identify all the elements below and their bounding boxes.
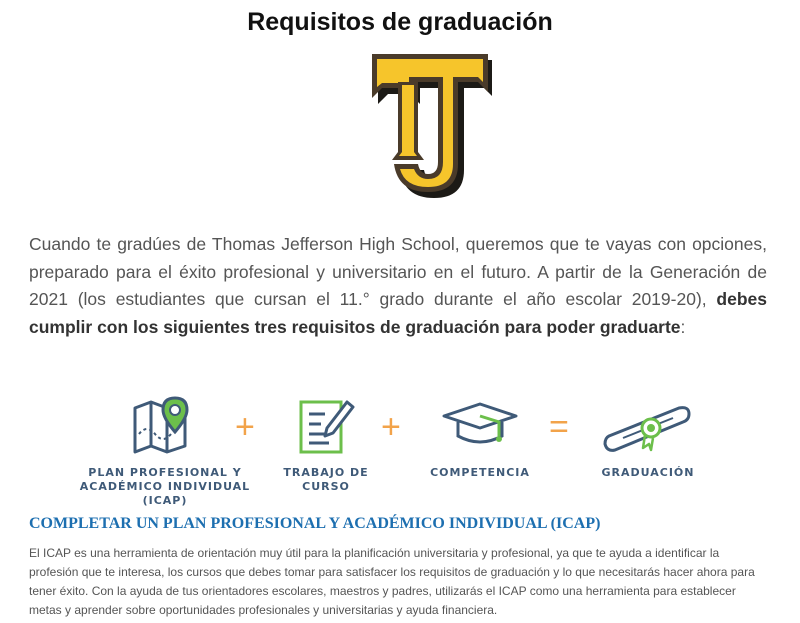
plus-sign: +	[235, 408, 255, 446]
intro-end: :	[680, 316, 686, 337]
map-pin-icon	[133, 394, 195, 456]
competency-label: COMPETENCIA	[430, 466, 530, 479]
icap-label: PLAN PROFESIONAL Y ACADÉMICO INDIVIDUAL (ICAP)	[79, 466, 251, 507]
equals-sign: =	[549, 408, 569, 446]
graduation-cap-icon	[441, 402, 519, 448]
section-body: El ICAP es una herramienta de orientación muy útil para la planificación universitaria y profesional, ya que te ayuda a identificar la profesión que te interesa, los cursos que debes tomar para satisfacer los requisitos de graduación y lo que necesitarás hacer ahora para tener éxito. Con la ayuda de tus orientadores escolares, maestros y padres, utilizarás el ICAP como una herramienta para establecer metas y aprender sobre oportunidades profesionales y universitarias y ayuda financiera.	[29, 546, 755, 617]
plus-sign: +	[381, 408, 401, 446]
intro-bold-text: debes cumplir con los siguientes tres requisitos de graduación para poder graduarte	[29, 289, 767, 337]
diploma-icon	[603, 402, 693, 454]
section-heading: COMPLETAR UN PLAN PROFESIONAL Y ACADÉMICO INDIVIDUAL (ICAP)	[29, 515, 601, 532]
document-pencil-icon	[299, 398, 355, 456]
graduation-label: GRADUACIÓN	[601, 466, 695, 479]
tj-logo-icon	[368, 52, 492, 198]
page-title: Requisitos de graduación	[247, 8, 553, 36]
coursework-label: TRABAJO DE CURSO	[283, 466, 369, 493]
intro-paragraph	[29, 231, 767, 341]
intro-text: Cuando te gradúes de Thomas Jefferson High School, queremos que te vayas con opciones, preparado para el éxito profesional y universitario en el futuro. A partir de la Generación de 2021 (los estudiantes que cursan el 11.° grado durante el año escolar 2019-20),	[29, 234, 767, 309]
